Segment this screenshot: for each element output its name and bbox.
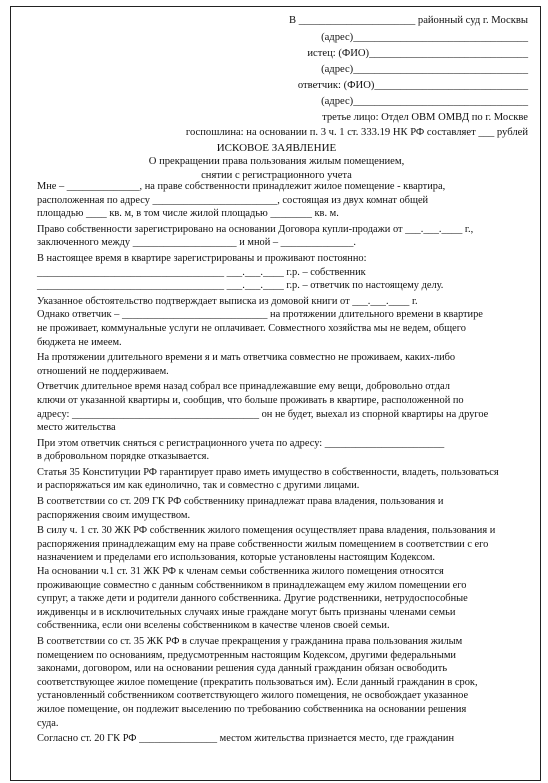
body-line: суда.: [37, 717, 59, 729]
body-line: Однако ответчик – ____________________________ на протяжении длительного времени в квартире: [37, 309, 483, 321]
header-plaintiff-address: (адрес)_________________________________: [321, 64, 528, 75]
body-line: Указанное обстоятельство подтверждает выписка из домовой книги от ___.___.____ г.: [37, 295, 418, 307]
header-court-line: В ______________________ районный суд г. Москвы: [289, 15, 528, 26]
body-line: Согласно ст. 20 ГК РФ _______________ местом жительства признается место, где гражданин: [37, 733, 455, 745]
body-line: ____________________________________ ___.___.____ г.р. – собственник: [37, 266, 366, 278]
body-line: и распоряжаться им как единолично, так и совместно с другими лицами.: [37, 480, 360, 492]
body-line: ключи от указанной квартиры и, сообщив, что больше проживать в квартире, расположенной по: [37, 394, 464, 406]
body-line: распоряжения принадлежащим ему на праве собственности жилым помещением в соответствии с его: [37, 538, 489, 550]
body-line: В силу ч. 1 ст. 30 ЖК РФ собственник жилого помещения осуществляет права владения, пользования и: [37, 525, 496, 537]
body-line: В соответствии со ст. 35 ЖК РФ в случае прекращения у гражданина права пользования жилым: [37, 636, 463, 647]
header-court-address: (адрес)_________________________________: [321, 32, 528, 43]
body-line: адресу: ____________________________________ он не будет, выехал из спорной квартиры на другое: [37, 408, 489, 420]
body-line: отношений не поддерживаем.: [37, 365, 169, 377]
body-line: расположенная по адресу ________________________, состоящая из двух комнат общей: [37, 194, 429, 206]
header-plaintiff: истец: (ФИО)______________________________: [307, 48, 528, 59]
body-line: законами, договором, или на основании решения суда данный гражданин обязан освободить: [37, 663, 448, 675]
header-state-fee: госпошлина: на основании п. 3 ч. 1 ст. 333.19 НК РФ составляет ___ рублей: [185, 127, 528, 138]
body-line: площадью ____ кв. м, в том числе жилой площадью ________ кв. м.: [37, 208, 339, 220]
body-line: В настоящее время в квартире зарегистрированы и проживают постоянно:: [37, 252, 367, 264]
document-subtitle-line-1: О прекращении права пользования жилым помещением,: [148, 156, 405, 167]
body-line: собственника, если они вселены собственником в качестве членов своей семьи.: [37, 620, 390, 632]
body-line: ____________________________________ ___.___.____ г.р. – ответчик по настоящему делу.: [37, 280, 444, 292]
body-line: На протяжении длительного времени я и мать ответчика совместно не проживаем, каких-либо: [37, 352, 456, 364]
document-subtitle-line-2: снятии с регистрационного учета: [201, 170, 352, 181]
body-line: жилое помещение, он подлежит выселению по требованию собственника на основании решения: [37, 703, 467, 715]
header-third-party: третье лицо: Отдел ОВМ ОМВД по г. Москве: [322, 112, 528, 123]
body-line: назначением и пределами его использования, которые установлены настоящим Кодексом.: [37, 552, 436, 564]
body-line: в добровольном порядке отказывается.: [37, 451, 210, 463]
body-line: Право собственности зарегистрировано на основании Договора купли-продажи от ___.___.____ г.,: [37, 223, 474, 235]
body-line: На основании ч.1 ст. 31 ЖК РФ к членам семьи собственника жилого помещения относятся: [37, 566, 444, 578]
body-line: В соответствии со ст. 209 ГК РФ собственнику принадлежат права владения, пользования и: [37, 496, 444, 508]
header-defendant-address: (адрес)_________________________________: [321, 96, 528, 107]
body-line: заключенного между ____________________ и мной – ______________.: [37, 237, 356, 249]
body-line: соответствующее жилое помещение (прекратить пользоваться им). Если данный гражданин в срок,: [37, 676, 478, 688]
body-line: Мне – ______________, на праве собственности принадлежит жилое помещение - квартира,: [37, 181, 446, 192]
body-line: Статья 35 Конституции РФ гарантирует право иметь имущество в собственности, владеть, пользоваться: [37, 466, 499, 478]
body-line: не проживает, коммунальные услуги не оплачивает. Совместного хозяйства мы не ведем, общего: [37, 322, 466, 334]
document-body: [37, 180, 531, 746]
body-line: проживающие совместно с данным собственником в принадлежащем ему жилом помещении его: [37, 579, 467, 591]
body-line: место жительства: [37, 422, 116, 434]
body-line: установленный собственником соответствующего жилого помещения, не освобождает указанное: [37, 690, 469, 702]
header-defendant: ответчик: (ФИО)_____________________________: [297, 80, 528, 91]
body-line: распоряжения своим имуществом.: [37, 509, 191, 521]
body-line: Ответчик длительное время назад собрал все принадлежавшие ему вещи, добровольно отдал: [37, 381, 450, 393]
document-page: [10, 6, 541, 781]
body-line: При этом ответчик сняться с регистрационного учета по адресу: _______________________: [37, 437, 445, 449]
body-line: бюджета не имеем.: [37, 336, 122, 348]
body-line: супруг, а также дети и родители данного собственника. Другие родственники, нетрудоспособные: [37, 593, 468, 605]
document-title: ИСКОВОЕ ЗАЯВЛЕНИЕ: [216, 142, 337, 154]
body-line: иждивенцы и в исключительных случаях иные граждане могут быть признаны членами семьи: [37, 606, 456, 618]
body-line: помещением по основаниям, предусмотренным настоящим Кодексом, другими федеральными: [37, 649, 456, 661]
